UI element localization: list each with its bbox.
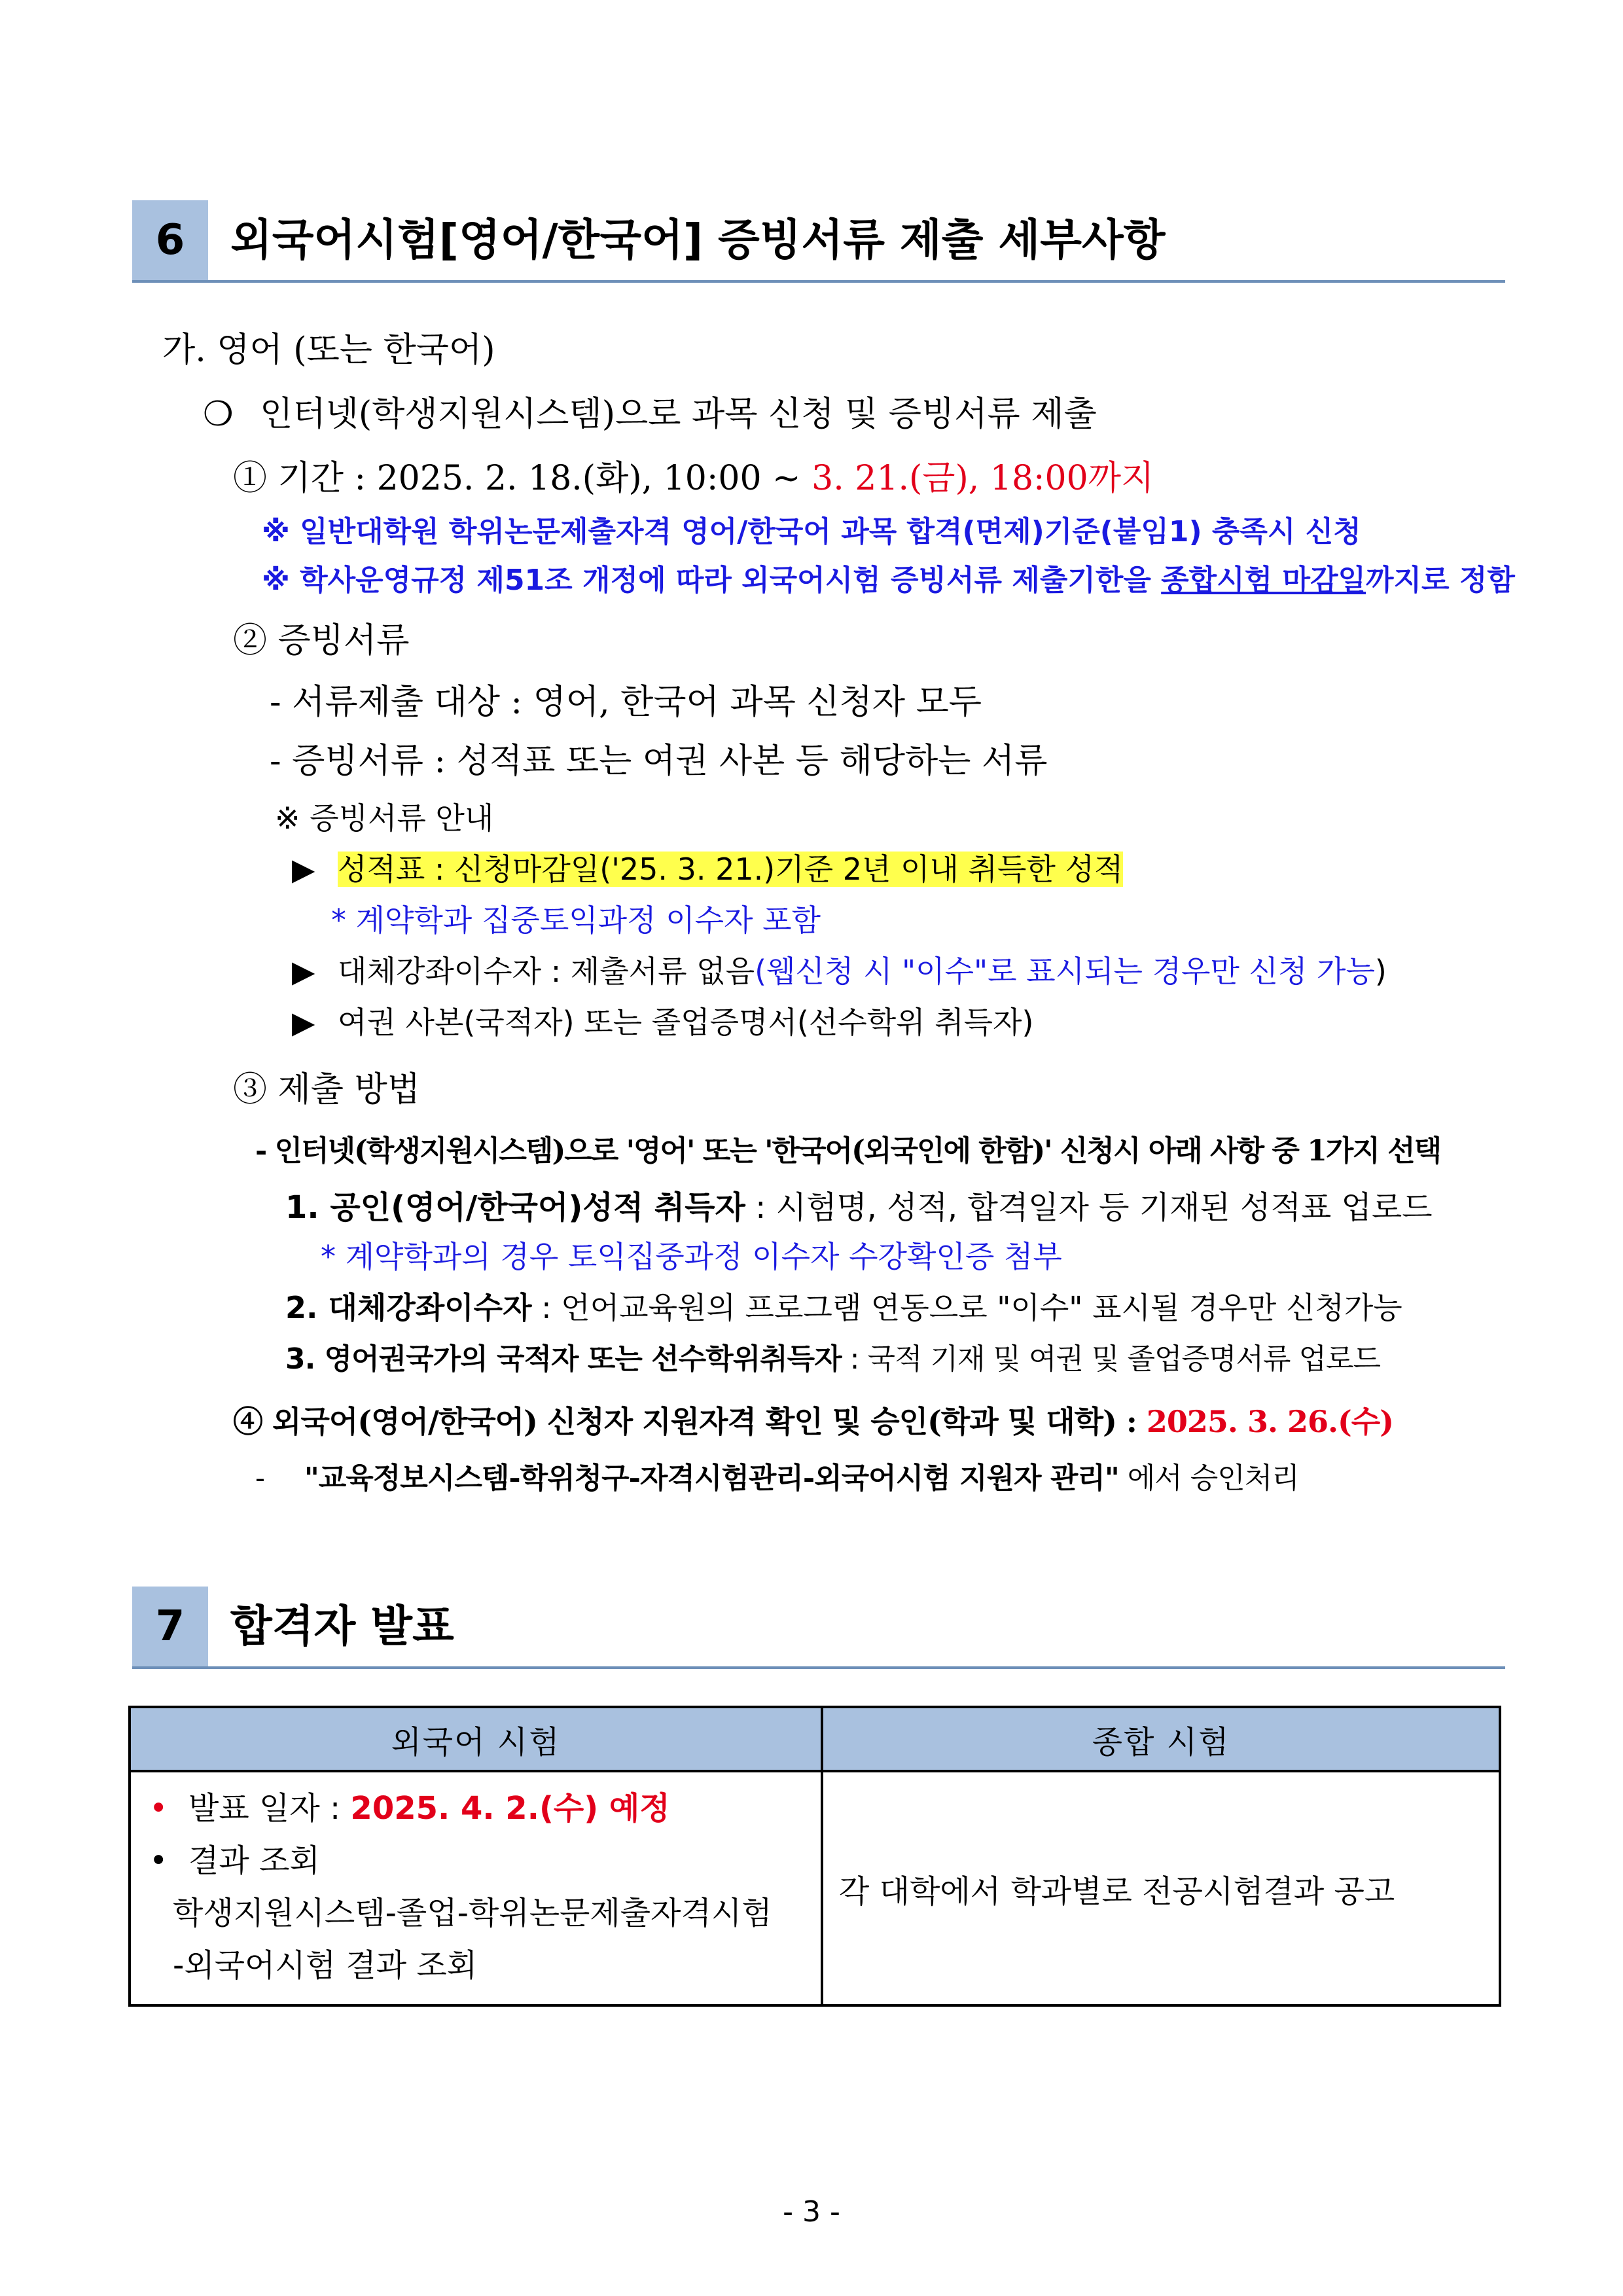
result-path-2: -외국어시험 결과 조회 (173, 1947, 478, 1984)
circle-bullet: ❍ (203, 395, 234, 434)
section-title: 합격자 발표 (230, 1601, 454, 1651)
period-label: ① 기간 : 2025. 2. 18.(화), 10:00 ~ (233, 459, 812, 498)
approval-path: "교육정보시스템-학위청구-자격시험관리-외국어시험 지원자 관리" (304, 1462, 1119, 1495)
method-3 (285, 1335, 1380, 1377)
section-7-header (132, 1587, 1505, 1669)
table-row (130, 1771, 1500, 2005)
method-2-rest: : 언어교육원의 프로그램 연동으로 "이수" 표시될 경우만 신청가능 (531, 1290, 1402, 1325)
results-table (128, 1706, 1501, 2007)
method-3-rest: : 국적 기재 및 여권 및 졸업증명서류 업로드 (841, 1342, 1380, 1376)
arrow-icon: ▶ (292, 954, 315, 989)
method-line: - 인터넷(학생지원시스템)으로 '영어' 또는 '한국어(외국인에 한함)' 신청시 아래 사항 중 1가지 선택 (255, 1134, 1441, 1168)
arrow-icon: ▶ (292, 852, 315, 887)
method-1-bold: 1. 공인(영어/한국어)성적 취득자 (285, 1189, 745, 1226)
note-2-prefix: ※ 학사운영규정 제51조 개정에 따라 외국어시험 증빙서류 제출기한을 (262, 564, 1162, 597)
approval-path-line (255, 1454, 1299, 1496)
guide-item-2 (292, 948, 1387, 991)
comprehensive-text: 각 대학에서 학과별로 전공시험결과 공고 (839, 1873, 1395, 1910)
circle-item (203, 386, 1097, 435)
method-3-bold: 3. 영어권국가의 국적자 또는 선수학위취득자 (285, 1342, 842, 1376)
approval-label: ④ 외국어(영어/한국어) 신청자 지원자격 확인 및 승인(학과 및 대학) : (233, 1404, 1147, 1439)
bullet-icon: • (149, 1842, 168, 1879)
result-check-label: 결과 조회 (188, 1842, 320, 1879)
method-1-rest: : 시험명, 성적, 합격일자 등 기재된 성적표 업로드 (745, 1189, 1433, 1226)
section-6-header (132, 200, 1505, 283)
announce-date (149, 1783, 670, 1828)
comprehensive-cell (822, 1771, 1500, 2005)
method-2-bold: 2. 대체강좌이수자 (285, 1290, 532, 1325)
method-1 (285, 1182, 1433, 1227)
guide-item-2-blue: (웹신청 시 "이수"로 표시되는 경우만 신청 가능 (755, 954, 1375, 989)
note-1: ※ 일반대학원 학위논문제출자격 영어/한국어 과목 합격(면제)기준(붙임1) 충족시 신청 (262, 515, 1361, 548)
circle-item-text: 인터넷(학생지원시스템)으로 과목 신청 및 증빙서류 제출 (260, 395, 1097, 434)
docs-guide: ※ 증빙서류 안내 (275, 800, 494, 836)
section-number: 7 (132, 1587, 208, 1666)
foreign-cell (130, 1771, 822, 2005)
arrow-icon: ▶ (292, 1005, 315, 1040)
note-2-suffix: 까지로 정함 (1366, 564, 1515, 597)
docs-line-2: - 증빙서류 : 성적표 또는 여권 사본 등 해당하는 서류 (270, 742, 1048, 781)
method-2 (285, 1284, 1402, 1327)
guide-item-1-text: 성적표 : 신청마감일('25. 3. 21.)기준 2년 이내 취득한 성적 (338, 852, 1124, 887)
page-number: - 3 - (783, 2195, 840, 2229)
guide-item-3 (292, 999, 1033, 1042)
guide-item-2-text: 대체강좌이수자 : 제출서류 없음 (338, 954, 755, 989)
approval-line (233, 1398, 1393, 1441)
note-2 (262, 556, 1515, 598)
table-header-comprehensive: 종합 시험 (822, 1707, 1500, 1771)
table-header-row (130, 1707, 1500, 1771)
announce-value: 2025. 4. 2.(수) 예정 (350, 1790, 670, 1827)
period-deadline: 3. 21.(금), 18:00까지 (812, 459, 1154, 498)
guide-item-1 (292, 846, 1123, 889)
section-title: 외국어시험[영어/한국어] 증빙서류 제출 세부사항 (230, 215, 1166, 265)
period-line (233, 450, 1154, 499)
guide-item-2-suffix: ) (1374, 954, 1387, 989)
note-2-underline: 종합시험 마감일 (1161, 564, 1366, 597)
approval-dash: - (255, 1462, 264, 1495)
guide-item-1-note: * 계약학과 집중토익과정 이수자 포함 (331, 903, 821, 938)
guide-item-3-text: 여권 사본(국적자) 또는 졸업증명서(선수학위 취득자) (338, 1005, 1034, 1040)
docs-line-1: - 서류제출 대상 : 영어, 한국어 과목 신청자 모두 (270, 683, 982, 722)
result-path-1: 학생지원시스템-졸업-학위논문제출자격시험 (173, 1895, 772, 1931)
result-check (149, 1835, 320, 1880)
method-label: ③ 제출 방법 (233, 1070, 420, 1109)
announce-label: 발표 일자 : (188, 1790, 351, 1827)
docs-label: ② 증빙서류 (233, 621, 410, 660)
bullet-icon: • (149, 1790, 168, 1827)
section-number: 6 (132, 200, 208, 280)
approval-date: 2025. 3. 26.(수) (1146, 1404, 1393, 1439)
method-1-note: * 계약학과의 경우 토익집중과정 이수자 수강확인증 첨부 (321, 1239, 1062, 1274)
subheading-a: 가. 영어 (또는 한국어) (162, 331, 495, 370)
approval-rest: 에서 승인처리 (1118, 1462, 1299, 1495)
table-header-foreign: 외국어 시험 (130, 1707, 822, 1771)
